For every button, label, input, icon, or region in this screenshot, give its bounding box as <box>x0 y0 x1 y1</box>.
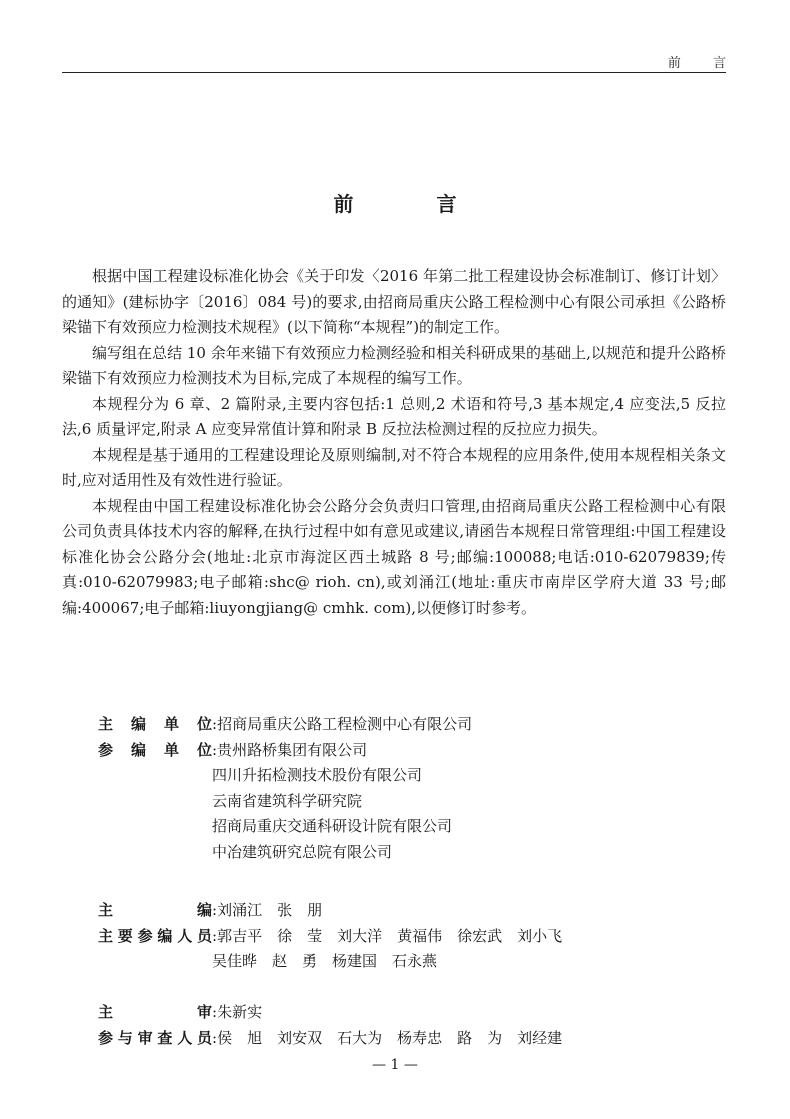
paragraph-2: 编写组在总结 10 余年来锚下有效预应力检测经验和相关科研成果的基础上,以规范和提升公路桥梁锚下有效预应力检测技术为目标,完成了本规程的编写工作。 <box>62 343 726 387</box>
paragraph-4: 本规程是基于通用的工程建设理论及原则编制,对不符合本规程的应用条件,使用本规程相关条文时,应对适用性及有效性进行验证。 <box>62 445 726 489</box>
drafters-row <box>98 924 562 950</box>
co-unit: 招商局重庆交通科研设计院有限公司 <box>212 817 453 835</box>
drafters-continued: 吴佳晔 赵 勇 杨建国 石永燕 <box>212 952 438 970</box>
reviewers: 侯 旭 刘安双 石大为 杨寿忠 路 为 刘经建 <box>217 1028 563 1047</box>
colon: : <box>212 901 218 919</box>
drafters-label: 主要参编人员 <box>98 926 212 945</box>
co-units-row <box>98 738 472 764</box>
chief-editor-row <box>98 898 562 924</box>
chief-reviewer-label: 主审 <box>98 1003 212 1021</box>
chief-editors: 刘涌江 张 朋 <box>217 901 323 919</box>
reviewers-block <box>98 1000 562 1051</box>
co-unit: 中冶建筑研究总院有限公司 <box>212 842 393 861</box>
editors-block <box>98 898 562 975</box>
co-unit: 云南省建筑科学研究院 <box>212 791 363 810</box>
running-head: 前 言 <box>667 56 740 71</box>
paragraph-5: 本规程由中国工程建设标准化协会公路分会负责归口管理,由招商局重庆公路工程检测中心有限公司负责具体技术内容的解释,在执行过程中如有意见或建议,请函告本规程日常管理组:中国工程建设标准化协会公路分会(地址:北京市海淀区西土城路 8 号;邮编:100088;电话:010-62079839;传真:010-62079983;电子邮箱:shc@ rioh. cn),或刘涌江(地址:重庆市南岸区学府大道 33 号;邮编:400067;电子邮箱:liuyongjiang@ cmhk. com),以便修订时参考。 <box>62 496 726 617</box>
header-rule <box>62 72 726 73</box>
page-number: — 1 — <box>372 1057 418 1073</box>
colon: : <box>212 1003 218 1021</box>
colon: : <box>212 926 218 945</box>
paragraph-3: 本规程分为 6 章、2 篇附录,主要内容包括:1 总则,2 术语和符号,3 基本规定,4 应变法,5 反拉法,6 质量评定,附录 A 应变异常值计算和附录 B 反拉法检测过程的反拉应力损失。 <box>62 394 726 438</box>
chief-editor-label: 主编 <box>98 901 212 919</box>
reviewers-row <box>98 1026 562 1052</box>
chief-unit: 招商局重庆公路工程检测中心有限公司 <box>217 715 473 733</box>
reviewers-label: 参与审查人员 <box>98 1028 212 1047</box>
preface-body <box>62 264 726 621</box>
drafters: 郭吉平 徐 莹 刘大洋 黄福伟 徐宏武 刘小飞 <box>217 926 563 945</box>
units-block <box>98 712 472 865</box>
chief-reviewer-row <box>98 1000 562 1026</box>
colon: : <box>212 715 218 733</box>
paragraph-1: 根据中国工程建设标准化协会《关于印发〈2016 年第二批工程建设协会标准制订、修订计划〉的通知》(建标协字〔2016〕084 号)的要求,由招商局重庆公路工程检测中心有限公司承担《公路桥梁锚下有效预应力检测技术规程》(以下简称“本规程”)的制定工作。 <box>62 267 726 336</box>
co-units-label: 参编单位 <box>98 740 212 759</box>
chief-reviewer: 朱新实 <box>217 1003 263 1021</box>
co-unit: 贵州路桥集团有限公司 <box>217 740 368 759</box>
chief-unit-label: 主编单位 <box>98 715 212 733</box>
chief-unit-row <box>98 712 472 738</box>
co-unit: 四川升拓检测技术股份有限公司 <box>212 766 423 784</box>
page-title: 前 言 <box>333 192 495 216</box>
colon: : <box>212 740 218 759</box>
colon: : <box>212 1028 218 1047</box>
